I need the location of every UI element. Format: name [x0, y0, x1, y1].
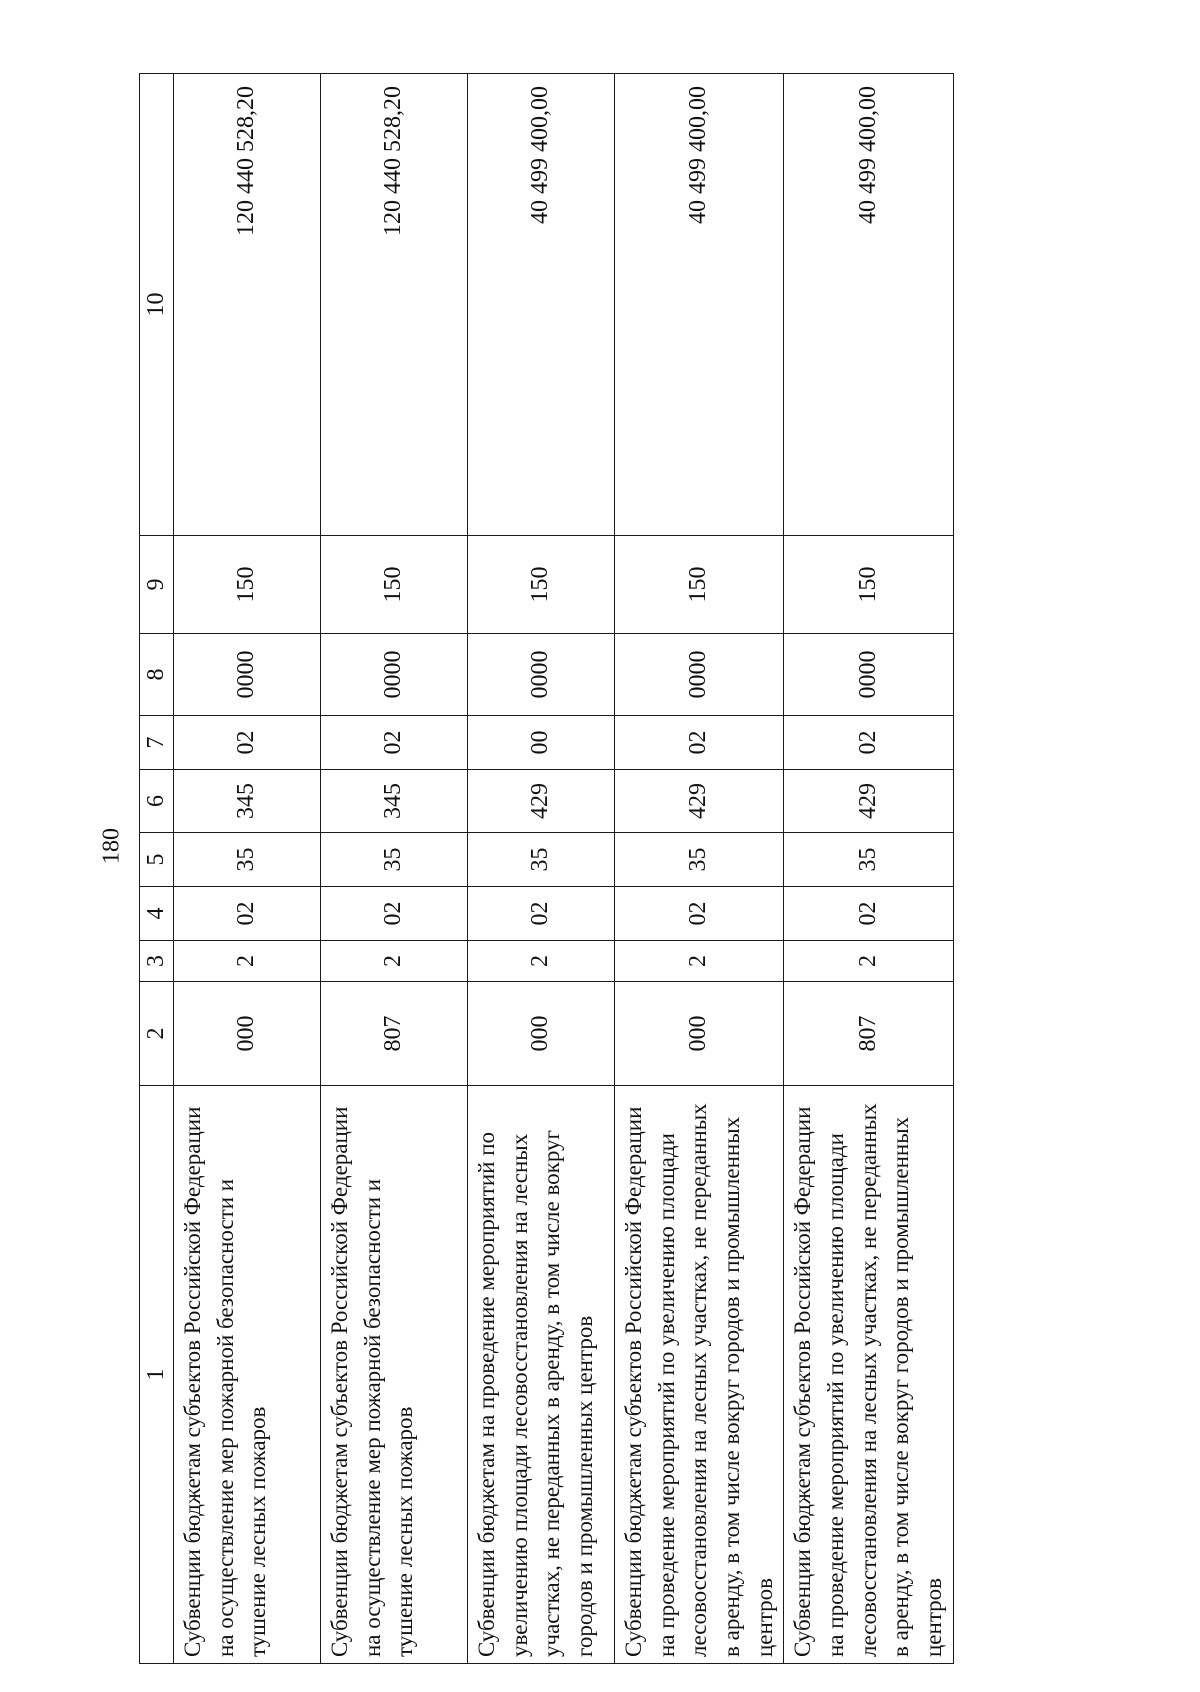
- budget-table: [139, 73, 954, 1664]
- code-cell: 429: [615, 770, 784, 833]
- code-cell: 2: [468, 941, 615, 982]
- code-cell: 2: [174, 941, 321, 982]
- code-cell: 000: [615, 982, 784, 1086]
- table-row: [321, 74, 468, 1664]
- code-cell: 35: [321, 833, 468, 887]
- code-cell: 0000: [174, 634, 321, 716]
- row-description: Субвенции бюджетам субъектов Российской Федерации на осуществление мер пожарной безопасности и тушение лесных пожаров: [174, 1086, 321, 1664]
- code-cell: 150: [468, 536, 615, 634]
- code-cell: 807: [321, 982, 468, 1086]
- table-row: [784, 74, 953, 1664]
- code-cell: 429: [784, 770, 953, 833]
- code-cell: 35: [615, 833, 784, 887]
- code-cell: 00: [468, 716, 615, 770]
- column-header: 4: [140, 887, 174, 941]
- code-cell: 02: [174, 716, 321, 770]
- column-header: 1: [140, 1086, 174, 1664]
- code-cell: 02: [468, 887, 615, 941]
- column-header: 5: [140, 833, 174, 887]
- amount-cell: 40 499 400,00: [615, 74, 784, 536]
- header-row: [140, 74, 174, 1664]
- page-number: 180: [98, 828, 125, 864]
- amount-cell: 40 499 400,00: [468, 74, 615, 536]
- code-cell: 2: [615, 941, 784, 982]
- code-cell: 2: [784, 941, 953, 982]
- code-cell: 000: [468, 982, 615, 1086]
- code-cell: 345: [174, 770, 321, 833]
- code-cell: 0000: [321, 634, 468, 716]
- row-description: Субвенции бюджетам субъектов Российской Федерации на проведение мероприятий по увеличению площади лесовосстановления на лесных участках, не переданных в аренду, в том числе вокруг городов и промышленных центров: [784, 1086, 953, 1664]
- amount-cell: 40 499 400,00: [784, 74, 953, 536]
- column-header: 9: [140, 536, 174, 634]
- row-description: Субвенции бюджетам на проведение мероприятий по увеличению площади лесовосстановления на лесных участках, не переданных в аренду, в том числе вокруг городов и промышленных центров: [468, 1086, 615, 1664]
- column-header: 10: [140, 74, 174, 536]
- row-description: Субвенции бюджетам субъектов Российской Федерации на осуществление мер пожарной безопасности и тушение лесных пожаров: [321, 1086, 468, 1664]
- code-cell: 000: [174, 982, 321, 1086]
- table-row: [174, 74, 321, 1664]
- code-cell: 35: [468, 833, 615, 887]
- column-header: 2: [140, 982, 174, 1086]
- code-cell: 429: [468, 770, 615, 833]
- code-cell: 35: [174, 833, 321, 887]
- code-cell: 345: [321, 770, 468, 833]
- code-cell: 02: [615, 716, 784, 770]
- code-cell: 02: [615, 887, 784, 941]
- code-cell: 0000: [784, 634, 953, 716]
- code-cell: 02: [784, 887, 953, 941]
- code-cell: 0000: [615, 634, 784, 716]
- code-cell: 02: [321, 887, 468, 941]
- amount-cell: 120 440 528,20: [174, 74, 321, 536]
- code-cell: 807: [784, 982, 953, 1086]
- row-description: Субвенции бюджетам субъектов Российской Федерации на проведение мероприятий по увеличению площади лесовосстановления на лесных участках, не переданных в аренду, в том числе вокруг городов и промышленных центров: [615, 1086, 784, 1664]
- column-header: 3: [140, 941, 174, 982]
- column-header: 8: [140, 634, 174, 716]
- code-cell: 150: [321, 536, 468, 634]
- code-cell: 02: [321, 716, 468, 770]
- table-row: [468, 74, 615, 1664]
- column-header: 6: [140, 770, 174, 833]
- column-header: 7: [140, 716, 174, 770]
- code-cell: 02: [174, 887, 321, 941]
- code-cell: 0000: [468, 634, 615, 716]
- code-cell: 02: [784, 716, 953, 770]
- code-cell: 150: [615, 536, 784, 634]
- code-cell: 2: [321, 941, 468, 982]
- rotated-table-container: [139, 74, 946, 1664]
- code-cell: 150: [174, 536, 321, 634]
- table-row: [615, 74, 784, 1664]
- code-cell: 150: [784, 536, 953, 634]
- code-cell: 35: [784, 833, 953, 887]
- amount-cell: 120 440 528,20: [321, 74, 468, 536]
